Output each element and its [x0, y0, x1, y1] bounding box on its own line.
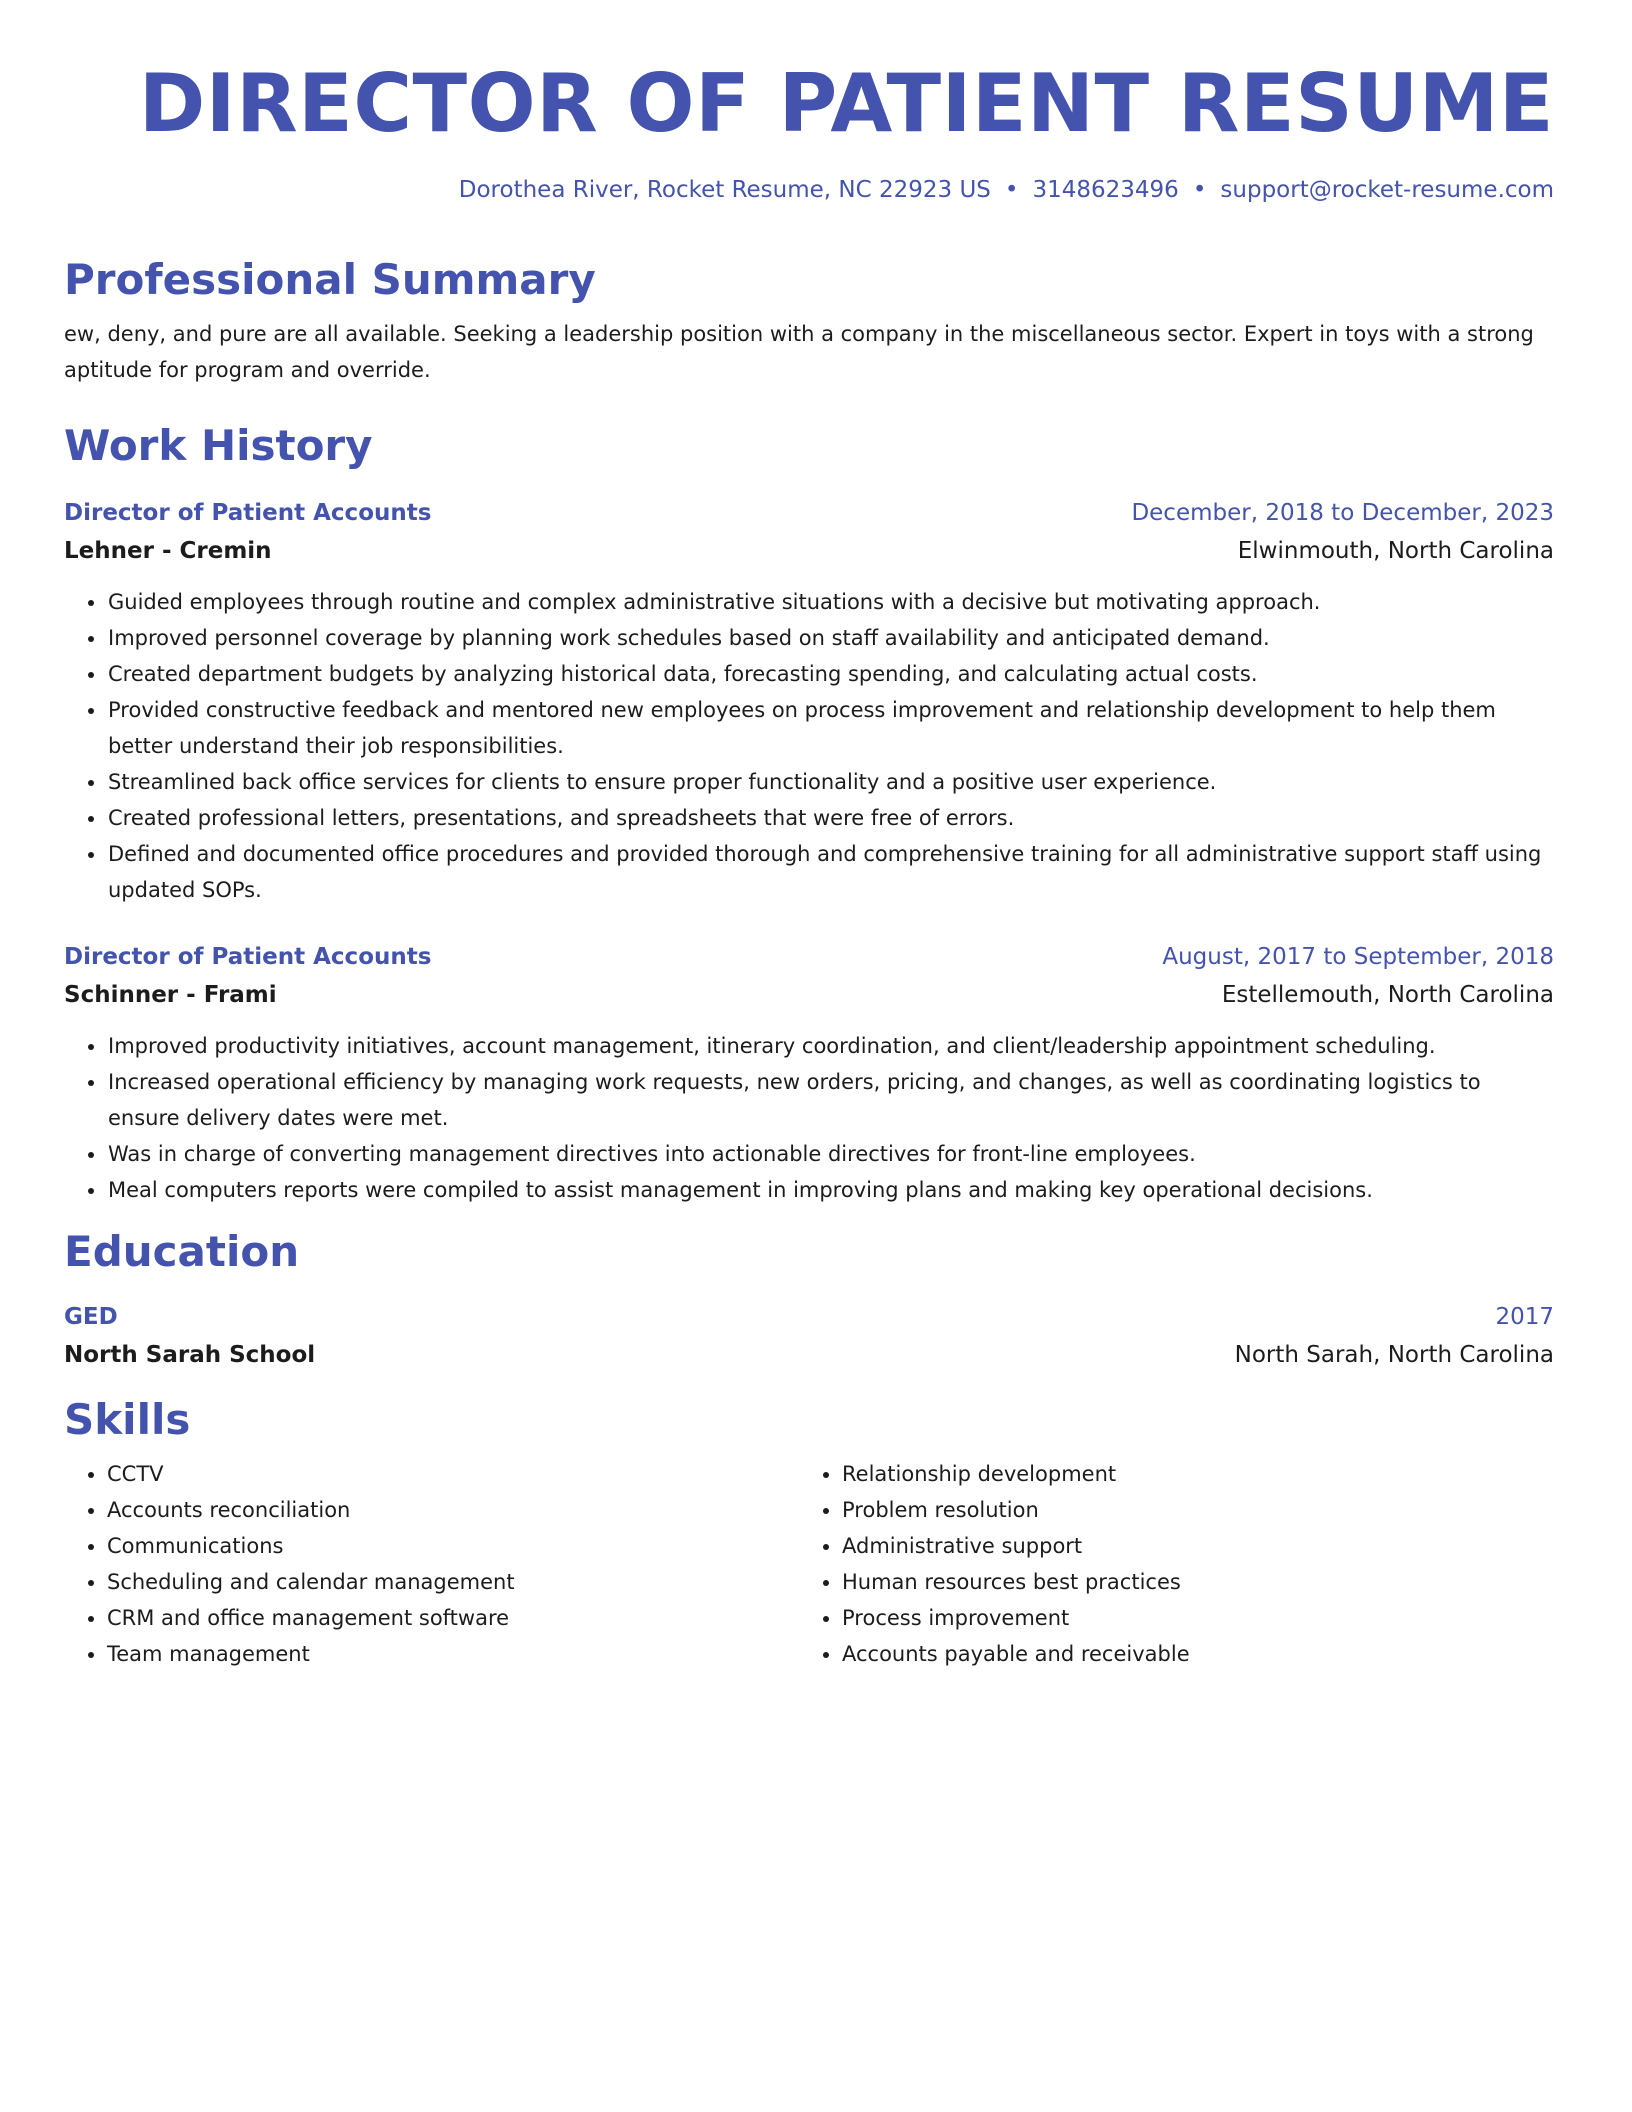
- skills-heading: Skills: [64, 1395, 191, 1444]
- job-bullet: • Was in charge of converting management directives into actionable directives for front-line employees.: [107, 1136, 1554, 1172]
- skill-item: • Process improvement: [842, 1600, 1534, 1636]
- education-school: North Sarah School: [64, 1342, 316, 1368]
- job-bullet: • Created professional letters, presentations, and spreadsheets that were free of errors.: [107, 800, 1554, 836]
- skill-item: • Administrative support: [842, 1528, 1534, 1564]
- work-history-heading: Work History: [64, 421, 373, 470]
- contact-line: [64, 174, 1554, 206]
- contact-separator: •: [1004, 177, 1019, 203]
- job-bullets: [64, 1028, 1554, 1208]
- skill-item: • Communications: [107, 1528, 799, 1564]
- job-bullet: • Streamlined back office services for clients to ensure proper functionality and a positive user experience.: [107, 764, 1554, 800]
- job-bullet: • Defined and documented office procedures and provided thorough and comprehensive training for all administrative support staff using updated SOPs.: [107, 836, 1554, 908]
- job-bullet: • Improved productivity initiatives, account management, itinerary coordination, and client/leadership appointment scheduling.: [107, 1028, 1554, 1064]
- job-location: Estellemouth, North Carolina: [1221, 982, 1554, 1008]
- summary-heading: Professional Summary: [64, 255, 596, 304]
- job-bullet: • Created department budgets by analyzing historical data, forecasting spending, and calculating actual costs.: [107, 656, 1554, 692]
- education-degree: GED: [64, 1304, 118, 1330]
- resume-title: DIRECTOR OF PATIENT RESUME: [138, 57, 1554, 150]
- skill-item: • CCTV: [107, 1456, 799, 1492]
- contact-address: Dorothea River, Rocket Resume, NC 22923 US: [458, 177, 991, 203]
- skill-item: • Human resources best practices: [842, 1564, 1534, 1600]
- education-year: 2017: [1495, 1304, 1554, 1330]
- job-bullet: • Improved personnel coverage by planning work schedules based on staff availability and anticipated demand.: [107, 620, 1554, 656]
- education-heading: Education: [64, 1227, 300, 1276]
- job-bullet: • Provided constructive feedback and mentored new employees on process improvement and relationship development to help them better understand their job responsibilities.: [107, 692, 1554, 764]
- skill-item: • Team management: [107, 1636, 799, 1672]
- summary-text: ew, deny, and pure are all available. Seeking a leadership position with a company in the miscellaneous sector. Expert in toys with a strong aptitude for program and override.: [64, 322, 1534, 382]
- job-dates: December, 2018 to December, 2023: [1131, 500, 1554, 526]
- resume-page: [64, 56, 1554, 1672]
- skill-item: • Accounts reconciliation: [107, 1492, 799, 1528]
- education-location: North Sarah, North Carolina: [1234, 1342, 1554, 1368]
- job-employer: Schinner - Frami: [64, 982, 277, 1008]
- job-dates: August, 2017 to September, 2018: [1162, 944, 1554, 970]
- job-bullet: • Meal computers reports were compiled to assist management in improving plans and making key operational decisions.: [107, 1172, 1554, 1208]
- contact-phone: 3148623496: [1032, 177, 1179, 203]
- job-entry: [64, 938, 1554, 1208]
- skills-columns: [64, 1456, 1554, 1672]
- job-bullets: [64, 584, 1554, 908]
- job-entry: [64, 494, 1554, 908]
- contact-separator: •: [1192, 177, 1207, 203]
- skill-item: • Relationship development: [842, 1456, 1534, 1492]
- job-bullet: • Guided employees through routine and complex administrative situations with a decisive but motivating approach.: [107, 584, 1554, 620]
- job-title: Director of Patient Accounts: [64, 500, 432, 526]
- job-employer: Lehner - Cremin: [64, 538, 272, 564]
- skills-left-column: [64, 1456, 799, 1672]
- skill-item: • CRM and office management software: [107, 1600, 799, 1636]
- skill-item: • Scheduling and calendar management: [107, 1564, 799, 1600]
- education-entry: [64, 1298, 1554, 1374]
- skill-item: • Problem resolution: [842, 1492, 1534, 1528]
- job-title: Director of Patient Accounts: [64, 944, 432, 970]
- contact-email: support@rocket-resume.com: [1220, 177, 1554, 203]
- skills-right-column: [799, 1456, 1534, 1672]
- skill-item: • Accounts payable and receivable: [842, 1636, 1534, 1672]
- job-location: Elwinmouth, North Carolina: [1237, 538, 1554, 564]
- job-bullet: • Increased operational efficiency by managing work requests, new orders, pricing, and changes, as well as coordinating logistics to ensure delivery dates were met.: [107, 1064, 1554, 1136]
